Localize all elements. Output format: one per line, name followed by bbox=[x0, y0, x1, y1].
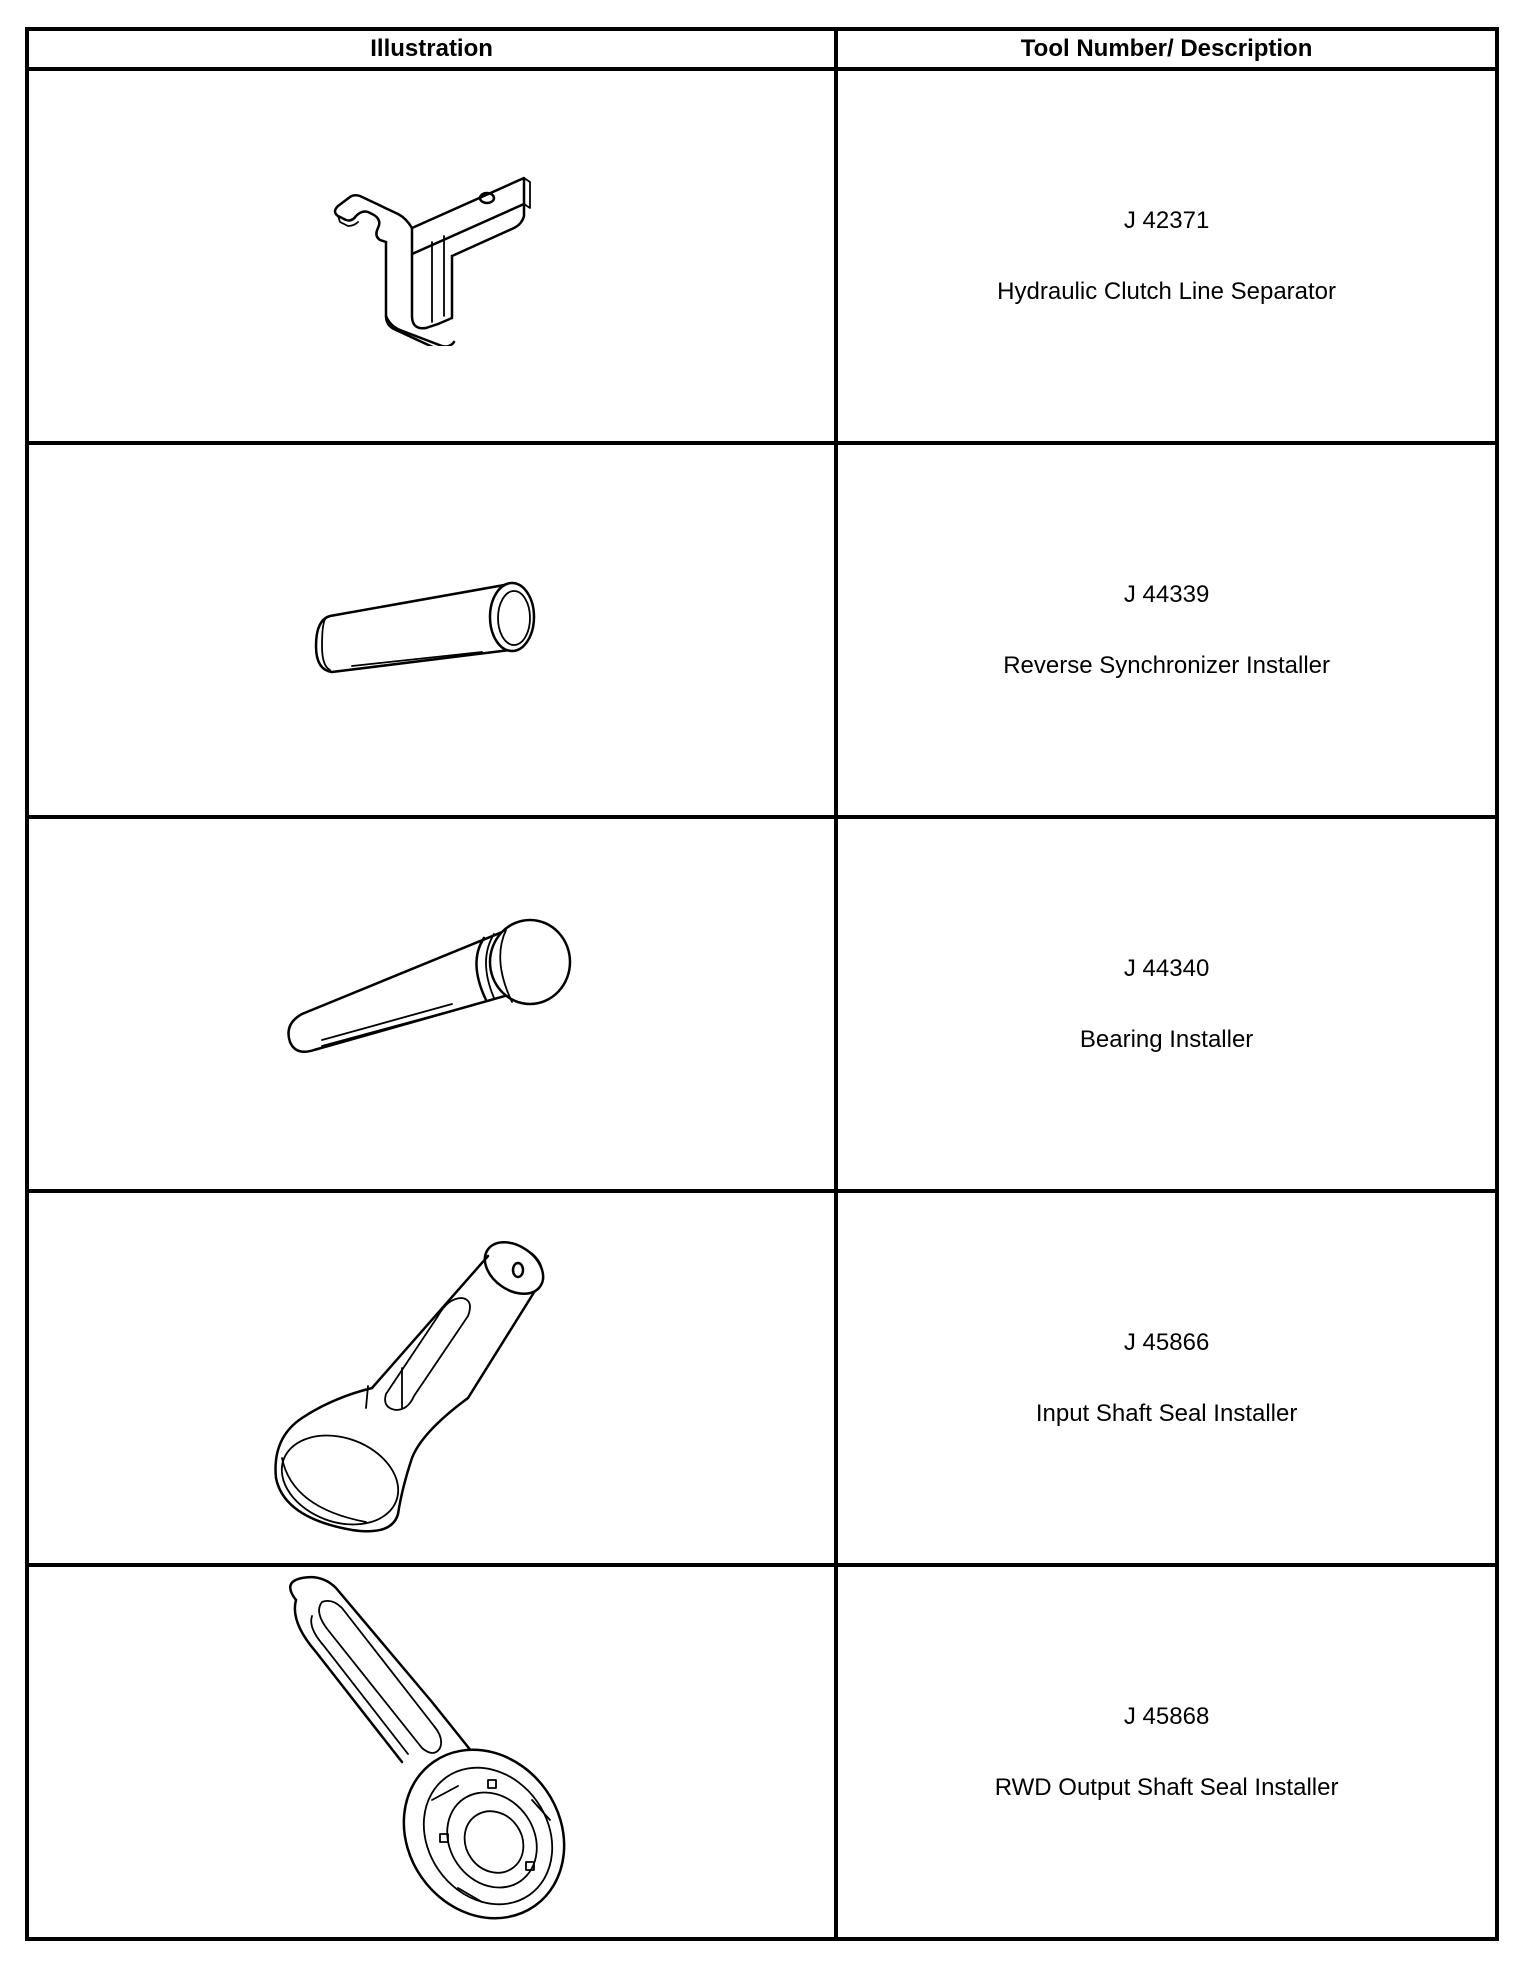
tool-number: J 44339 bbox=[1123, 580, 1210, 608]
tool-description-cell bbox=[836, 817, 1497, 1191]
tool-number: J 42371 bbox=[1123, 206, 1210, 234]
bracket-separator-icon bbox=[282, 166, 582, 346]
illustration-cell bbox=[27, 443, 836, 817]
special-tools-table bbox=[25, 27, 1499, 1941]
output-seal-installer-icon bbox=[262, 1572, 602, 1932]
table-row bbox=[27, 817, 1497, 1191]
tool-description: Bearing Installer bbox=[1079, 1025, 1254, 1053]
illustration-cell bbox=[27, 1565, 836, 1939]
illustration-cell bbox=[27, 69, 836, 443]
table-row bbox=[27, 1565, 1497, 1939]
table-row bbox=[27, 69, 1497, 443]
tool-number: J 45868 bbox=[1123, 1702, 1210, 1730]
tool-description-cell bbox=[836, 69, 1497, 443]
tool-number: J 44340 bbox=[1123, 954, 1210, 982]
tool-number: J 45866 bbox=[1123, 1328, 1210, 1356]
seal-installer-icon bbox=[262, 1218, 602, 1538]
table-header-row bbox=[27, 29, 1497, 69]
tool-description: Input Shaft Seal Installer bbox=[1035, 1399, 1298, 1427]
tool-description-cell bbox=[836, 443, 1497, 817]
illustration-cell bbox=[27, 1191, 836, 1565]
tapered-rod-icon bbox=[262, 904, 602, 1104]
tool-description-cell bbox=[836, 1191, 1497, 1565]
tool-description-header: Tool Number/ Description bbox=[836, 29, 1497, 69]
tool-description: Reverse Synchronizer Installer bbox=[1003, 651, 1330, 679]
table-row bbox=[27, 443, 1497, 817]
tool-description: RWD Output Shaft Seal Installer bbox=[994, 1773, 1339, 1801]
tube-installer-icon bbox=[282, 560, 582, 700]
tool-description: Hydraulic Clutch Line Separator bbox=[997, 277, 1337, 305]
illustration-header: Illustration bbox=[27, 29, 836, 69]
table-row bbox=[27, 1191, 1497, 1565]
tool-description-cell bbox=[836, 1565, 1497, 1939]
illustration-cell bbox=[27, 817, 836, 1191]
